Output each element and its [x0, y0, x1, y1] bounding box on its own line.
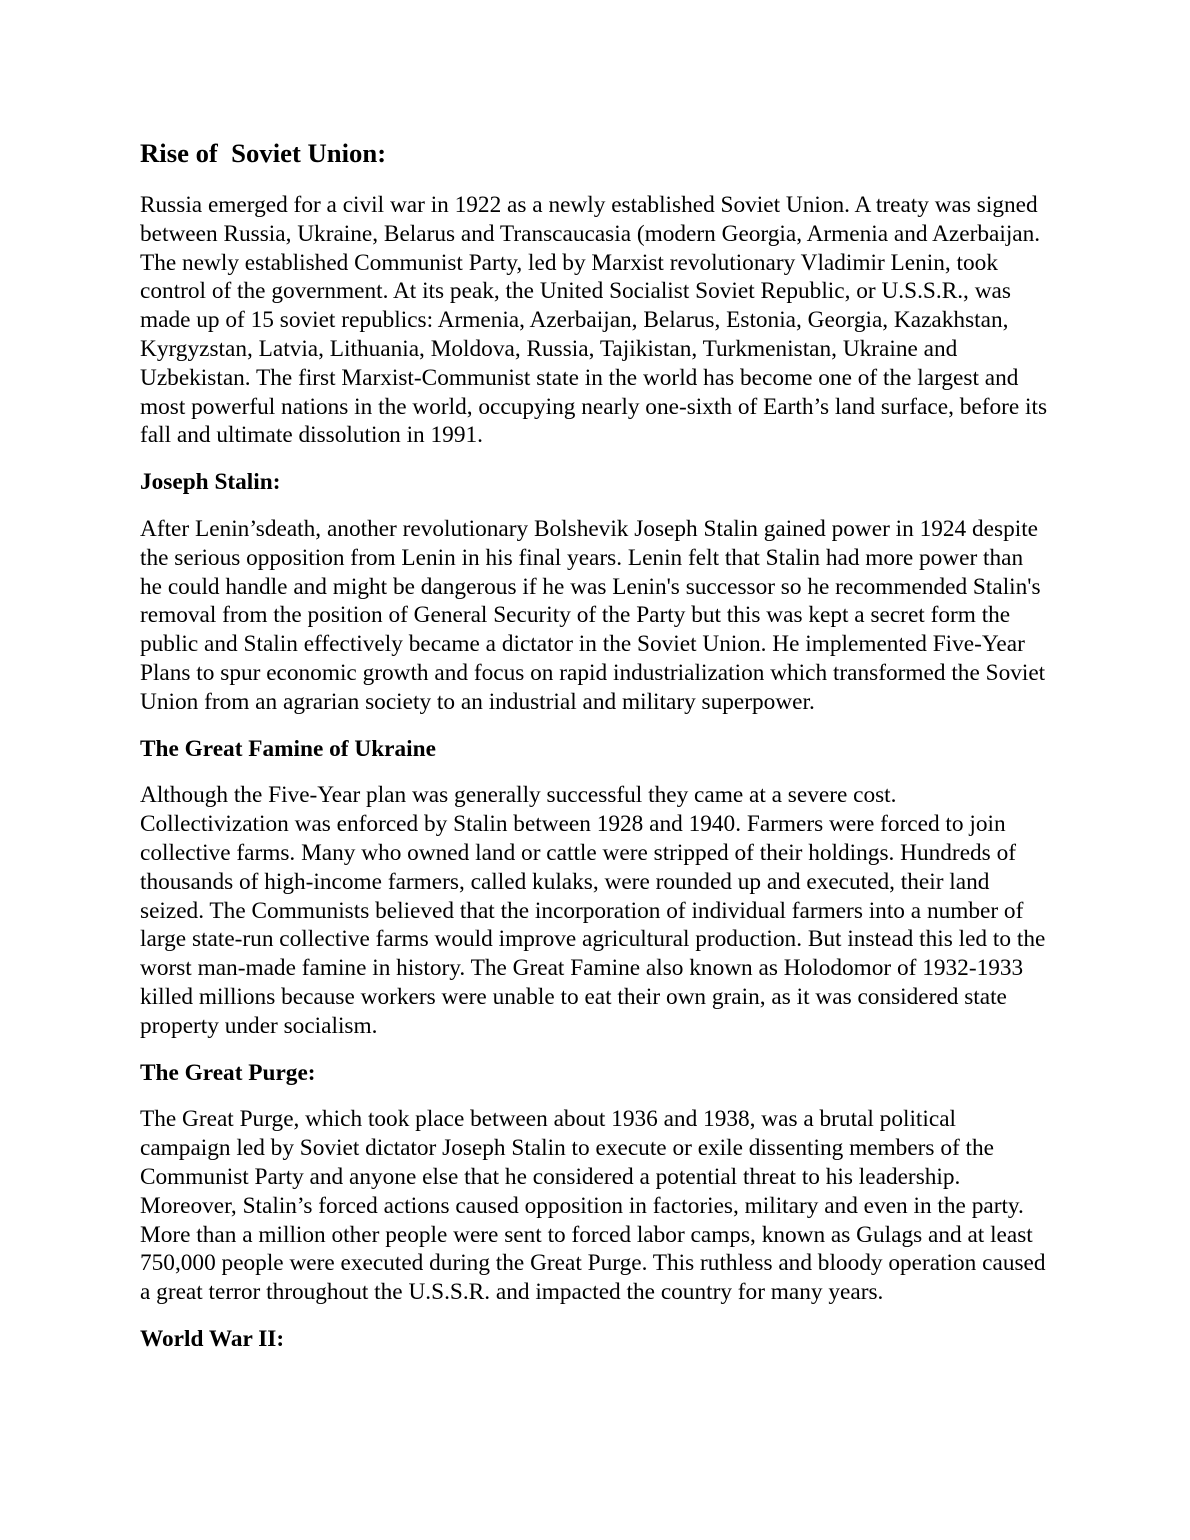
section-heading-joseph-stalin: Joseph Stalin: [140, 469, 281, 496]
section-paragraph-great-purge: The Great Purge, which took place between about 1936 and 1938, was a brutal political campaign led by Soviet dictator Joseph Stalin to execute or exile dissenting members of the Communist Party and anyone else that he considered a potential threat to his leadership. Moreover, Stalin’s forced actions caused opposition in factories, military and even in the party. More than a million other people were sent to forced labor camps, known as Gulags and at least 750,000 people were executed during the Great Purge. This ruthless and bloody operation caused a great terror throughout the U.S.S.R. and impacted the country for many years. [140, 1106, 1046, 1306]
intro-paragraph: Russia emerged for a civil war in 1922 as a newly established Soviet Union. A treaty was signed between Russia, Ukraine, Belarus and Transcaucasia (modern Georgia, Armenia and Azerbaijan. The newly established Communist Party, led by Marxist revolutionary Vladimir Lenin, took control of the government. At its peak, the United Socialist Soviet Republic, or U.S.S.R., was made up of 15 soviet republics: Armenia, Azerbaijan, Belarus, Estonia, Georgia, Kazakhstan, Kyrgyzstan, Latvia, Lithuania, Moldova, Russia, Tajikistan, Turkmenistan, Ukraine and Uzbekistan. The first Marxist-Communist state in the world has become one of the largest and most powerful nations in the world, occupying nearly one-sixth of Earth’s land surface, before its fall and ultimate dissolution in 1991. [140, 192, 1048, 449]
section-heading-world-war-ii: World War II: [140, 1325, 285, 1352]
document-title: Rise of Soviet Union: [140, 138, 387, 168]
section-heading-great-purge: The Great Purge: [140, 1059, 316, 1086]
section-heading-great-famine: The Great Famine of Ukraine [140, 735, 436, 762]
section-paragraph-joseph-stalin: After Lenin’sdeath, another revolutionary Bolshevik Joseph Stalin gained power in 1924 despite the serious opposition from Lenin in his final years. Lenin felt that Stalin had more power than he could handle and might be dangerous if he was Lenin's successor so he recommended Stalin's removal from the position of General Security of the Party but this was kept a secret form the public and Stalin effectively became a dictator in the Soviet Union. He implemented Five-Year Plans to spur economic growth and focus on rapid industrialization which transformed the Soviet Union from an agrarian society to an industrial and military superpower. [140, 515, 1046, 715]
section-paragraph-great-famine: Although the Five-Year plan was generally successful they came at a severe cost. Collectivization was enforced by Stalin between 1928 and 1940. Farmers were forced to join collective farms. Many who owned land or cattle were stripped of their holdings. Hundreds of thousands of high-income farmers, called kulaks, were rounded up and executed, their land seized. The Communists believed that the incorporation of individual farmers into a number of large state-run collective farms would improve agricultural production. But instead this led to the worst man-made famine in history. The Great Famine also known as Holodomor of 1932-1933 killed millions because workers were unable to eat their own grain, as it was considered state property under socialism. [140, 782, 1046, 1039]
